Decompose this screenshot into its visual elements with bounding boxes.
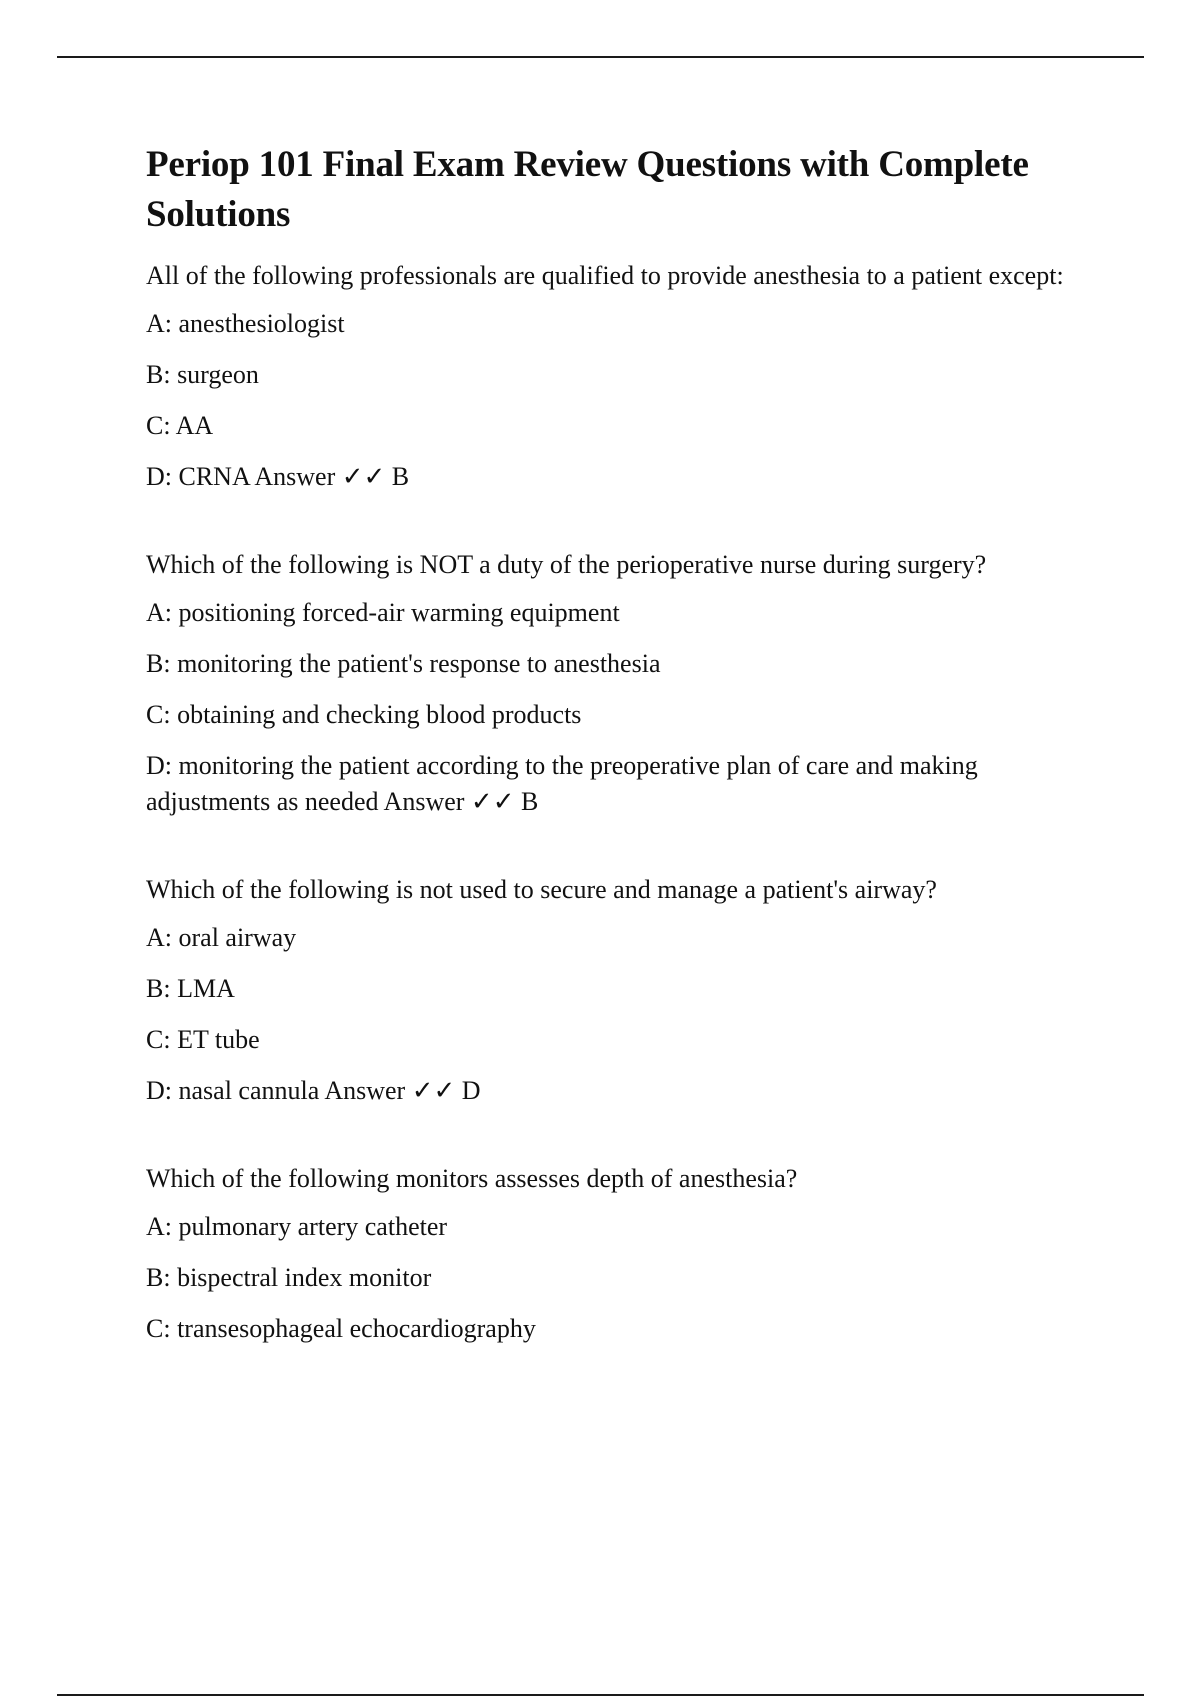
document-title: Periop 101 Final Exam Review Questions with Complete Solutions [146,144,1029,235]
answer-option-a: A: pulmonary artery catheter [146,1212,448,1241]
answer-option-d: D: CRNA Answer ✓✓ B [146,462,410,491]
answer-option-b: B: monitoring the patient's response to anesthesia [146,649,661,678]
answer-option-b: B: LMA [146,974,235,1003]
answer-option-b: B: surgeon [146,360,259,389]
question-4 [146,1161,1076,1347]
answer-option-d: D: monitoring the patient according to the preoperative plan of care and making adjustments as needed Answer ✓✓ B [146,751,978,816]
answer-option-a: A: positioning forced-air warming equipment [146,598,620,627]
answer-option-c: C: ET tube [146,1025,260,1054]
question-2 [146,547,1076,820]
question-text: Which of the following is not used to secure and manage a patient's airway? [146,875,937,904]
question-text: Which of the following monitors assesses depth of anesthesia? [146,1164,798,1193]
answer-option-b: B: bispectral index monitor [146,1263,432,1292]
question-text: All of the following professionals are qualified to provide anesthesia to a patient except: [146,261,1064,290]
top-rule [57,56,1144,58]
page-content [146,140,1076,1347]
answer-option-c: C: AA [146,411,214,440]
answer-option-d: D: nasal cannula Answer ✓✓ D [146,1076,481,1105]
answer-option-c: C: obtaining and checking blood products [146,700,582,729]
question-1 [146,258,1076,495]
question-3 [146,872,1076,1109]
bottom-rule [57,1694,1144,1696]
answer-option-c: C: transesophageal echocardiography [146,1314,536,1343]
answer-option-a: A: oral airway [146,923,297,952]
question-text: Which of the following is NOT a duty of the perioperative nurse during surgery? [146,550,987,579]
answer-option-a: A: anesthesiologist [146,309,345,338]
